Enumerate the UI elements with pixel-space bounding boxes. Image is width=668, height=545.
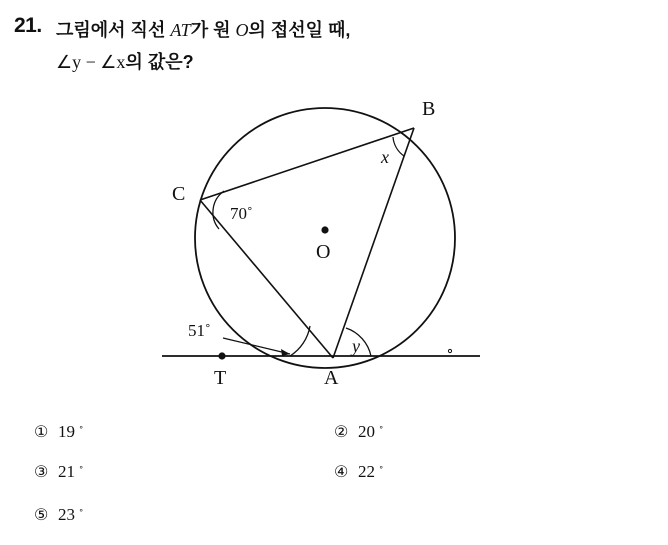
question-text-line-1 xyxy=(56,16,350,42)
label-o: O xyxy=(316,241,331,263)
angle-51-leader-arrow xyxy=(281,349,290,356)
geometry-figure xyxy=(150,88,490,388)
label-angle-70: 70˚ xyxy=(230,204,253,223)
label-t: T xyxy=(214,367,227,388)
label-angle-51: 51˚ xyxy=(188,321,211,340)
choice-value-3: 21 xyxy=(58,462,75,481)
question-text-line-2-suffix: 의 값은? xyxy=(125,52,194,72)
point-t-dot xyxy=(218,352,225,359)
tangent-end-tick xyxy=(448,349,451,352)
choice-degree-2: ˚ xyxy=(379,423,384,438)
label-angle-y: y xyxy=(352,336,360,356)
choice-degree-3: ˚ xyxy=(79,463,84,478)
question-text-prefix: 그림에서 직선 xyxy=(56,20,171,40)
chord-ba xyxy=(333,128,414,358)
question-text-mid: 가 원 xyxy=(190,20,236,40)
segment-at-label: AT xyxy=(170,20,191,40)
chord-ca xyxy=(200,200,333,358)
choice-value-2: 20 xyxy=(358,422,375,441)
angle-arc-x xyxy=(393,137,404,156)
question-number: 21. xyxy=(14,14,42,37)
label-b: B xyxy=(422,98,436,120)
choice-value-4: 22 xyxy=(358,462,375,481)
circle-o-label: O xyxy=(235,20,249,40)
choice-degree-1: ˚ xyxy=(79,423,84,438)
question-text-line-2 xyxy=(56,48,194,74)
choice-degree-4: ˚ xyxy=(379,463,384,478)
question-text-suffix: 의 접선일 때, xyxy=(248,20,351,40)
choice-value-1: 19 xyxy=(58,422,75,441)
angle-expression: ∠y − ∠x xyxy=(56,52,126,72)
choice-marker-5: ⑤ xyxy=(34,507,49,524)
label-angle-x: x xyxy=(381,147,389,167)
choice-marker-2: ② xyxy=(334,424,349,441)
label-a: A xyxy=(324,367,339,388)
choice-option-2[interactable] xyxy=(334,422,383,442)
angle-arc-70 xyxy=(213,191,224,229)
choice-option-5[interactable] xyxy=(34,505,83,525)
choice-option-1[interactable] xyxy=(34,422,83,442)
choice-option-3[interactable] xyxy=(34,462,83,482)
choice-degree-5: ˚ xyxy=(79,506,84,521)
choice-option-4[interactable] xyxy=(334,462,383,482)
angle-arc-51 xyxy=(290,326,310,356)
circle-o xyxy=(195,108,455,368)
center-point-dot xyxy=(321,226,328,233)
angle-51-leader-line xyxy=(223,338,290,354)
choice-marker-3: ③ xyxy=(34,464,49,481)
label-c: C xyxy=(172,183,186,205)
choice-value-5: 23 xyxy=(58,505,75,524)
choice-marker-4: ④ xyxy=(334,464,349,481)
choice-marker-1: ① xyxy=(34,424,49,441)
